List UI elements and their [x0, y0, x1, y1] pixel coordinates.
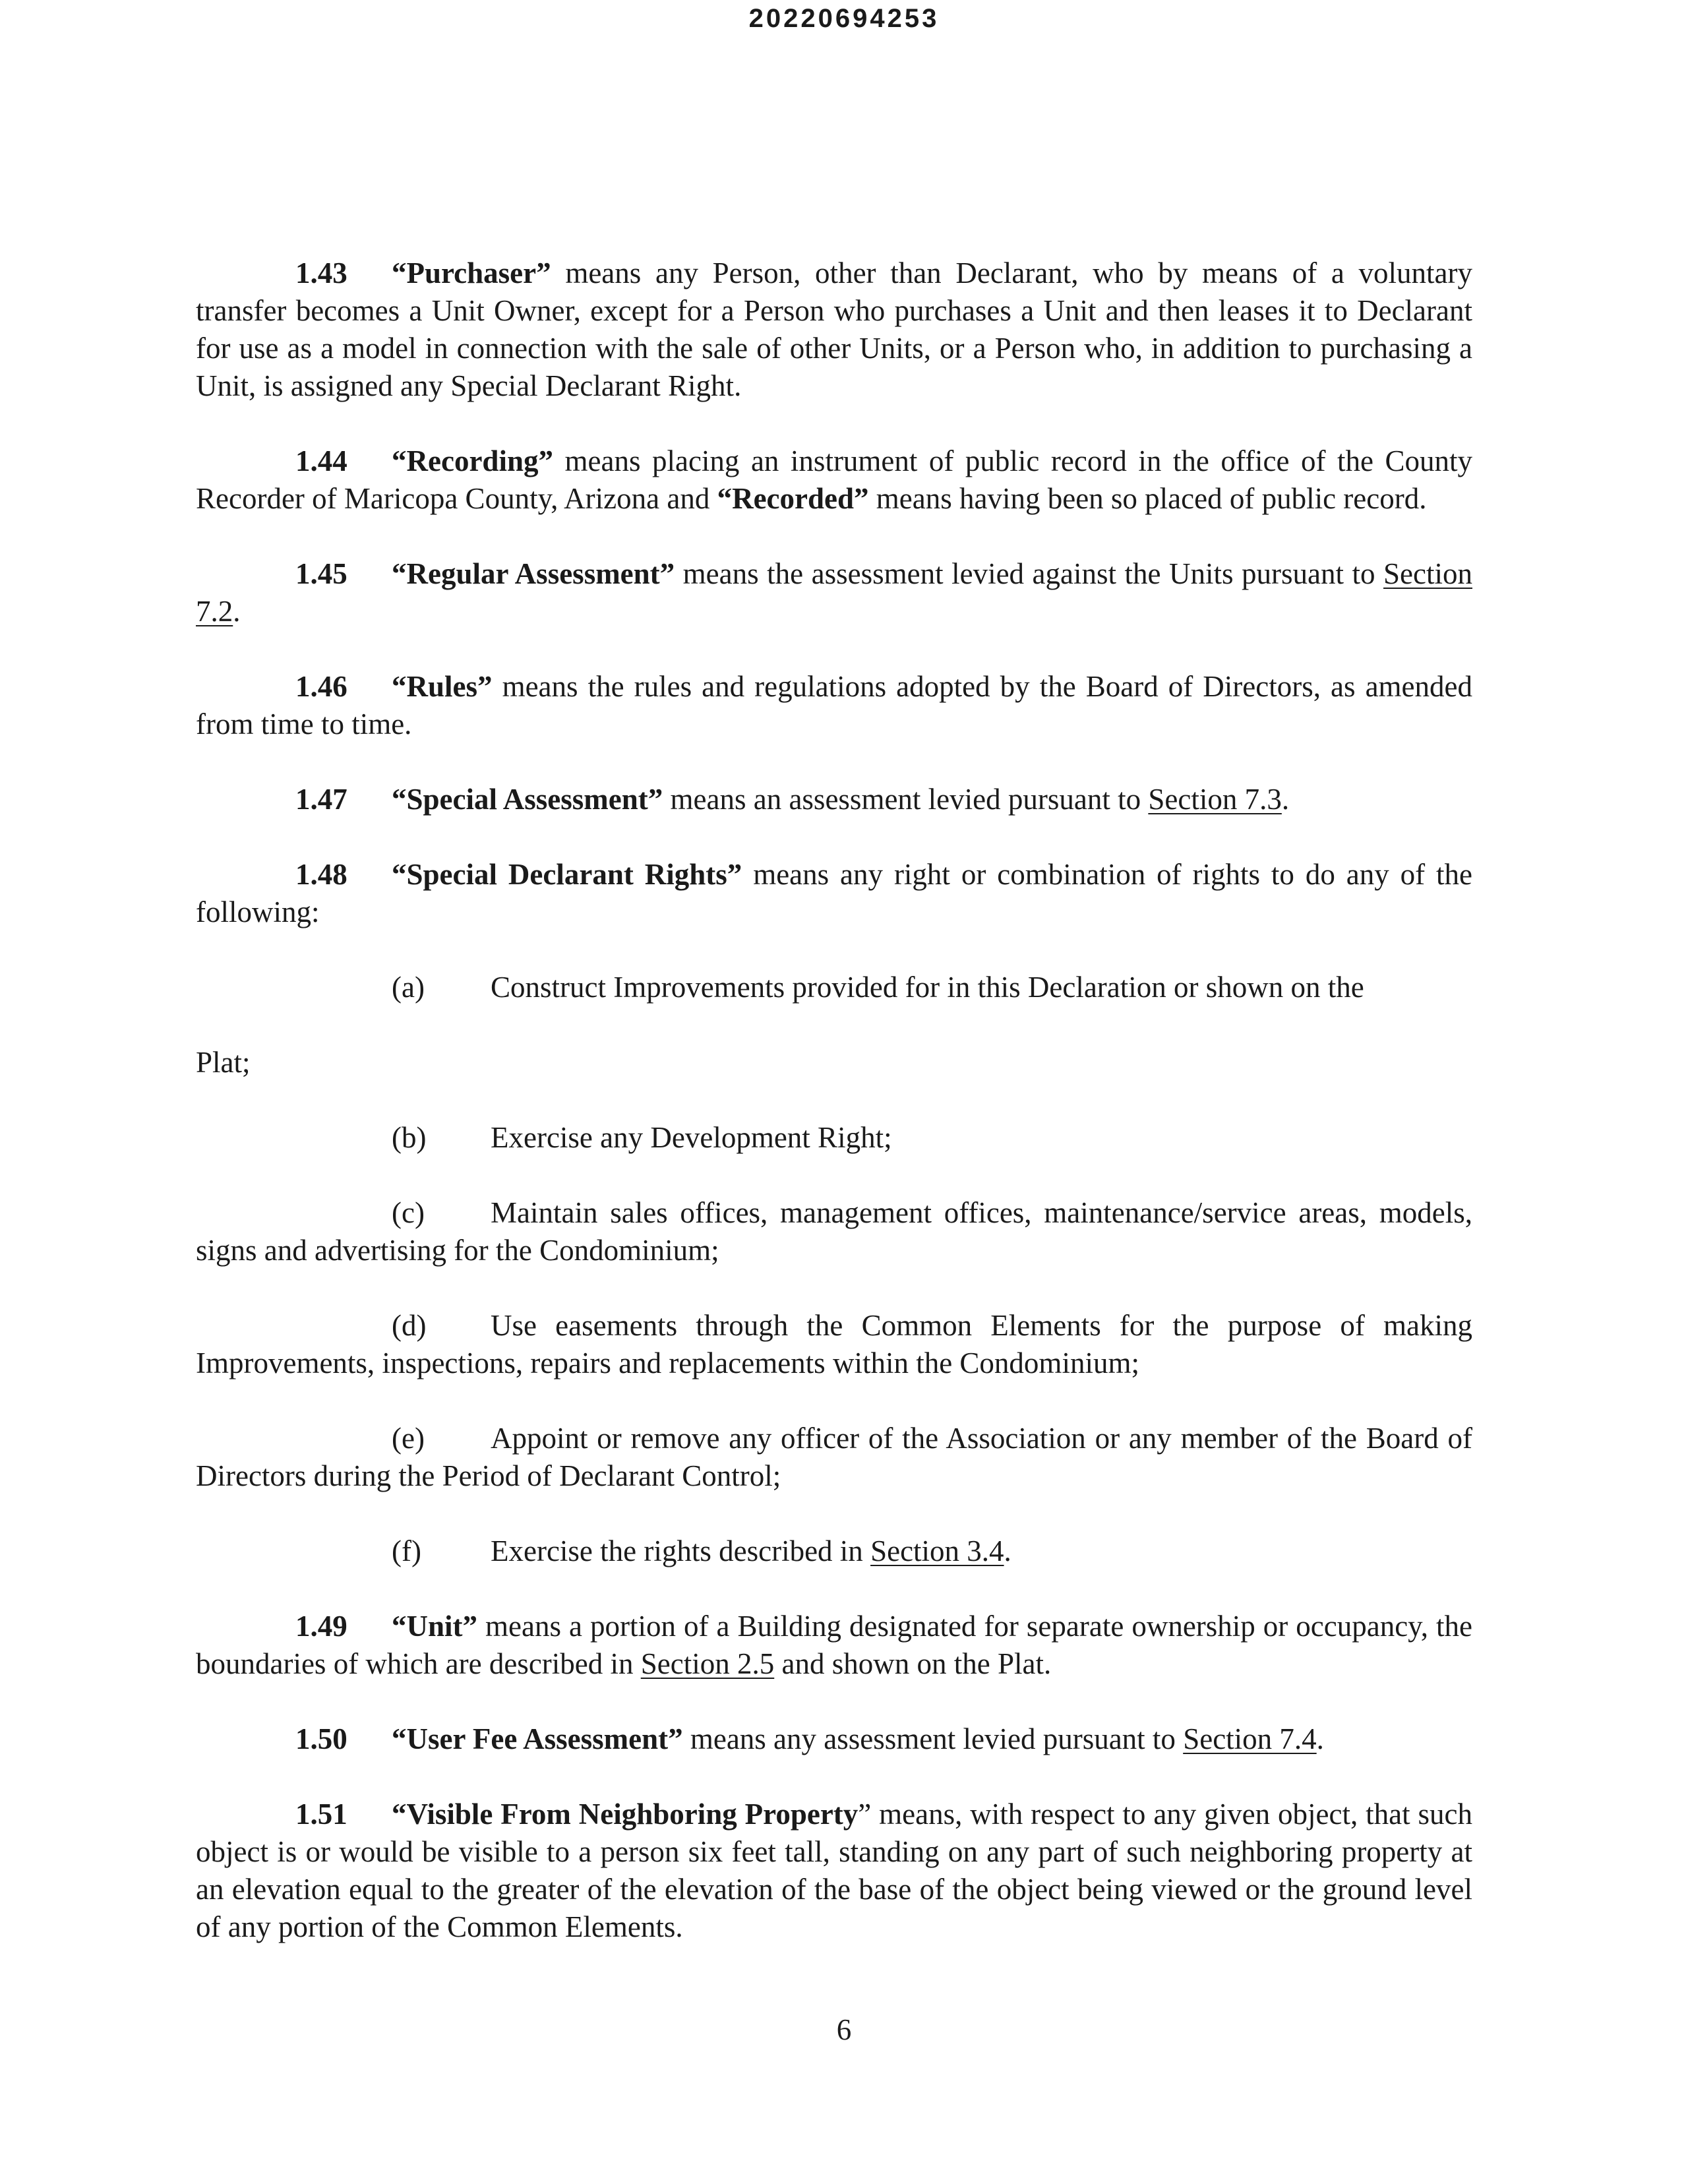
- section-number: 1.45: [295, 557, 347, 590]
- sub-item-text: Construct Improvements provided for in this Declaration or shown on the: [491, 971, 1364, 1004]
- section-reference: Section 7.3: [1148, 783, 1282, 816]
- definition-1-51: [196, 1796, 1472, 1946]
- sub-item-label: (c): [392, 1196, 425, 1229]
- section-number: 1.46: [295, 670, 347, 703]
- definition-1-49: [196, 1608, 1472, 1683]
- definition-1-47: [196, 781, 1472, 818]
- sub-item-label: (e): [392, 1422, 425, 1455]
- defined-term: “Regular Assessment”: [392, 557, 675, 590]
- defined-term: “Special Assessment”: [392, 783, 663, 816]
- recording-number: 20220694253: [748, 4, 940, 33]
- sub-item-label: (d): [392, 1309, 427, 1342]
- defined-term: “Special Declarant Rights”: [392, 858, 742, 891]
- section-number: 1.49: [295, 1610, 347, 1643]
- definition-1-45: [196, 555, 1472, 630]
- section-number: 1.48: [295, 858, 347, 891]
- sub-item-text: Maintain sales offices, management offices, maintenance/service areas, models, signs and advertising for the Condominium;: [196, 1196, 1472, 1267]
- definition-text: means an assessment levied pursuant to: [663, 783, 1149, 816]
- definition-text: means any right or combination of rights to do any of the following:: [196, 858, 1472, 928]
- definition-text: means the assessment levied against the Units pursuant to: [675, 557, 1384, 590]
- definition-text: means a portion of a Building designated for separate ownership or occupancy, the boundaries of which are described in: [196, 1610, 1472, 1680]
- sub-item-label: (b): [392, 1121, 427, 1154]
- sub-item-e: [196, 1420, 1472, 1495]
- section-reference: Section 3.4: [870, 1534, 1004, 1567]
- definition-text: means the rules and regulations adopted by the Board of Directors, as amended from time to time.: [196, 670, 1472, 741]
- sub-item-text: Exercise the rights described in: [491, 1534, 871, 1567]
- sub-item-c: [196, 1194, 1472, 1269]
- definition-1-48: [196, 856, 1472, 931]
- definition-text: ” means, with respect to any given object, that such object is or would be visible to a person six feet tall, standing on any part of such neighboring property at an elevation equal to the greater of the elevation of the base of the object being viewed or the ground level of any portion of the Common Elements.: [196, 1798, 1472, 1943]
- definition-tail: .: [1316, 1722, 1324, 1755]
- defined-term: “Recording”: [392, 444, 553, 477]
- section-reference: Section 7.2: [196, 557, 1472, 628]
- section-reference: Section 2.5: [640, 1647, 775, 1680]
- definition-text: means placing an instrument of public record in the office of the County Recorder of Maricopa County, Arizona and: [196, 444, 1472, 515]
- defined-term: “User Fee Assessment”: [392, 1722, 683, 1755]
- defined-term: “Unit”: [392, 1610, 478, 1643]
- sub-item-a: [196, 969, 1472, 1006]
- sub-item-a-continuation: Plat;: [196, 1046, 251, 1079]
- section-number: 1.43: [295, 257, 347, 289]
- sub-item-text: Exercise any Development Right;: [491, 1121, 892, 1154]
- section-number: 1.47: [295, 783, 347, 816]
- definition-1-43: [196, 255, 1472, 405]
- defined-term: “Visible From Neighboring Property: [392, 1798, 859, 1831]
- sub-item-b: [196, 1119, 1472, 1157]
- definition-text: means any assessment levied pursuant to: [682, 1722, 1184, 1755]
- definition-1-46: [196, 668, 1472, 743]
- definition-1-50: [196, 1720, 1472, 1758]
- sub-item-f: [196, 1532, 1472, 1570]
- defined-term: “Rules”: [392, 670, 493, 703]
- section-reference: Section 7.4: [1183, 1722, 1317, 1755]
- defined-term: “Recorded”: [717, 482, 869, 515]
- document-body: [196, 255, 1472, 1984]
- definition-tail: .: [1281, 783, 1290, 816]
- definition-text: means having been so placed of public record.: [868, 482, 1427, 515]
- defined-term: “Purchaser”: [392, 257, 551, 289]
- definition-tail: and shown on the Plat.: [774, 1647, 1052, 1680]
- sub-item-label: (f): [392, 1534, 421, 1567]
- sub-item-text: Appoint or remove any officer of the Association or any member of the Board of Directors during the Period of Declarant Control;: [196, 1422, 1472, 1492]
- section-number: 1.50: [295, 1722, 347, 1755]
- sub-item-text: Use easements through the Common Elements for the purpose of making Improvements, inspections, repairs and replacements within the Condominium;: [196, 1309, 1472, 1380]
- definition-tail: .: [233, 595, 241, 628]
- page-number: 6: [836, 2013, 852, 2046]
- section-number: 1.51: [295, 1798, 347, 1831]
- sub-item-label: (a): [392, 971, 425, 1004]
- definition-1-44: [196, 442, 1472, 518]
- sub-item-d: [196, 1307, 1472, 1382]
- section-number: 1.44: [295, 444, 347, 477]
- sub-item-tail: .: [1004, 1534, 1011, 1567]
- definition-text: means any Person, other than Declarant, who by means of a voluntary transfer becomes a Unit Owner, except for a Person who purchases a Unit and then leases it to Declarant for use as a model in connection with the sale of other Units, or a Person who, in addition to purchasing a Unit, is assigned any Special Declarant Right.: [196, 257, 1472, 402]
